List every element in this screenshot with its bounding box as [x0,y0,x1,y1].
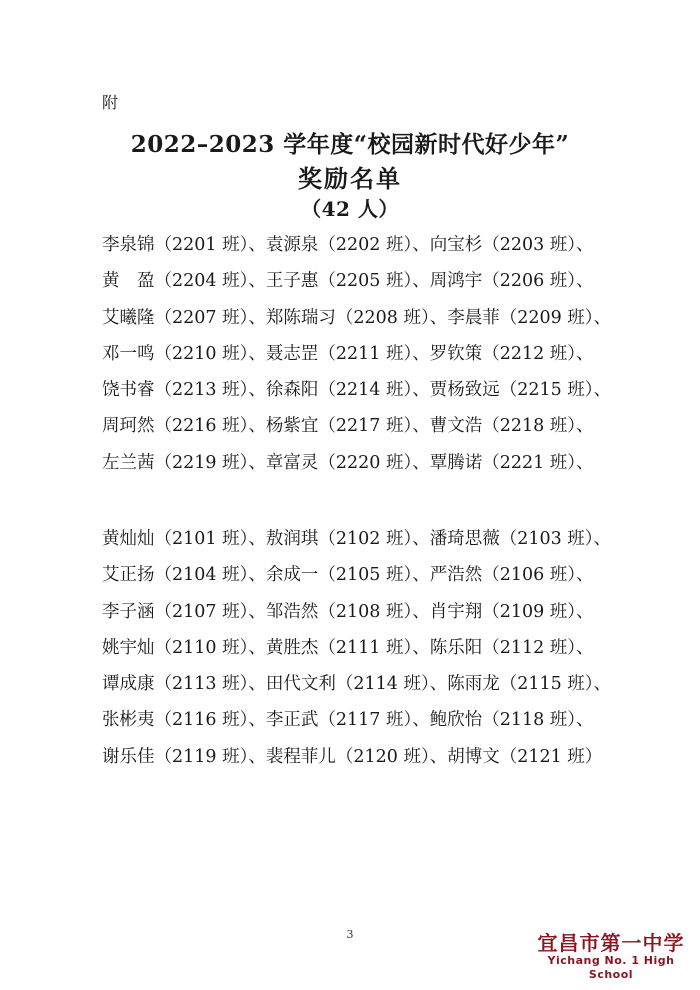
list-row: 黄灿灿（2101 班）、敖润琪（2102 班）、潘琦思薇（2103 班）、 [102,529,612,549]
title-line-1: 2022–2023 学年度“校园新时代好少年” [130,131,570,158]
award-list-grade-22 [102,230,612,484]
list-row: 左兰茜（2219 班）、章富灵（2220 班）、覃腾诺（2221 班）、 [102,452,594,473]
page-number: 3 [346,928,354,941]
list-row: 艾曦隆（2207 班）、郑陈瑞习（2208 班）、李晨菲（2209 班）、 [102,307,612,328]
school-logo [526,932,696,982]
list-row: 李泉锦（2201 班）、袁源泉（2202 班）、向宝杉（2203 班）、 [102,235,594,255]
attachment-label: 附 [102,93,119,112]
list-row: 谭成康（2113 班）、田代文利（2114 班）、陈雨龙（2115 班）、 [102,674,612,695]
list-row: 张彬夷（2116 班）、李正武（2117 班）、鲍欣怡（2118 班）、 [102,710,594,731]
list-row: 周珂然（2216 班）、杨紫宜（2217 班）、曹文浩（2218 班）、 [102,416,594,437]
title-line-2: 奖励名单 [298,164,402,193]
school-logo-english: Yichang No. 1 High School [547,954,675,981]
list-row: 饶书睿（2213 班）、徐森阳（2214 班）、贾杨致远（2215 班）、 [102,380,612,401]
list-row: 谢乐佳（2119 班）、裴程菲儿（2120 班）、胡博文（2121 班） [102,746,603,767]
list-row: 姚宇灿（2110 班）、黄胜杰（2111 班）、陈乐阳（2112 班）、 [102,637,594,658]
list-row: 艾正扬（2104 班）、余成一（2105 班）、严浩然（2106 班）、 [102,565,594,586]
list-row: 邓一鸣（2210 班）、聂志罡（2211 班）、罗钦策（2212 班）、 [102,343,594,364]
school-logo-chinese: 宜昌市第一中学 [537,931,685,955]
list-row: 李子涵（2107 班）、邹浩然（2108 班）、肖宇翔（2109 班）、 [102,601,594,622]
list-row: 黄 盈（2204 班）、王子惠（2205 班）、周鸿宇（2206 班）、 [102,271,594,292]
title-count: （42 人） [301,197,399,221]
award-list-grade-21 [102,524,612,778]
